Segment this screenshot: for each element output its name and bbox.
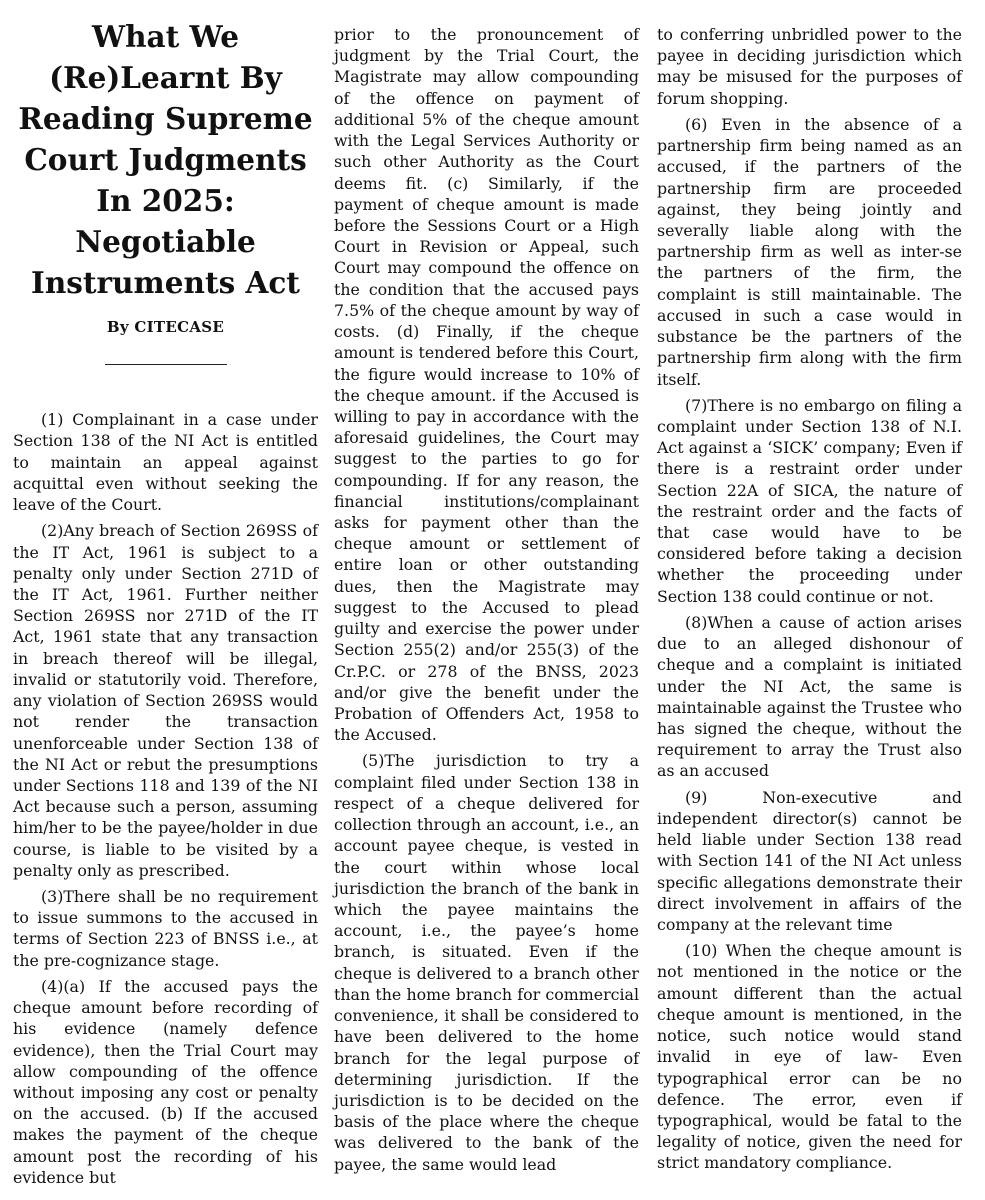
column-3 [657, 24, 962, 1179]
paragraph-8: (8)When a cause of action arises due to an alleged dishonour of cheque and a complaint is initiated under the NI Act, the same is maintainable against the Trustee who has signed the cheque, without the requirement to array the Trust also as an accused [657, 612, 962, 781]
column-1 [13, 10, 318, 1193]
column-2 [334, 24, 639, 1180]
paragraph-3: (3)There shall be no requirement to issue summons to the accused in terms of Section 223 of BNSS i.e., at the pre-cognizance stage. [13, 887, 318, 970]
paragraph-1: (1) Complainant in a case under Section 138 of the NI Act is entitled to maintain an appeal against acquittal even without seeking the leave of the Court. [13, 410, 318, 515]
paragraph-4a: (4)(a) If the accused pays the cheque amount before recording of his evidence (namely defence evidence), then the Trial Court may allow compounding of the offence without imposing any cost or penalty on the accused. (b) If the accused makes the payment of the cheque amount post the recording of his evidence but [13, 976, 318, 1187]
paragraph-7: (7)There is no embargo on filing a complaint under Section 138 of N.I. Act against a ‘SICK’ company; Even if there is a restraint order under Section 22A of SICA, the nature of the restraint order and the facts of that case would have to be considered before taking a decision whether the proceeding under Section 138 could continue or not. [657, 395, 962, 606]
paragraph-2: (2)Any breach of Section 269SS of the IT Act, 1961 is subject to a penalty only under Section 271D of the IT Act, 1961. Further neither Section 269SS nor 271D of the IT Act, 1961 state that any transaction in breach thereof will be illegal, invalid or statutorily void. Therefore, any violation of Section 269SS would not render the transaction unenforceable under Section 138 of the NI Act or rebut the presumptions under Sections 118 and 139 of the NI Act because such a person, assuming him/her to be the payee/holder in due course, is liable to be visited by a penalty only as prescribed. [13, 521, 318, 880]
paragraph-6: (6) Even in the absence of a partnership firm being named as an accused, if the partners of the partnership firm are proceeded against, they being jointly and severally liable along with the partnership firm as well as inter-se the partners of the firm, the complaint is still maintainable. The accused in such a case would in substance be the partners of the partnership firm along with the firm itself. [657, 114, 962, 389]
paragraph-9: (9) Non-executive and independent director(s) cannot be held liable under Section 138 read with Section 141 of the NI Act unless specific allegations demonstrate their direct involvement in affairs of the company at the relevant time [657, 787, 962, 934]
paragraph-10: (10) When the cheque amount is not mentioned in the notice or the amount different than the actual cheque amount is mentioned, in the notice, such notice would stand invalid in eye of law- Even typographical error can be no defence. The error, even if typographical, would be fatal to the legality of notice, given the need for strict mandatory compliance. [657, 941, 962, 1173]
paragraph-5a: (5)The jurisdiction to try a complaint filed under Section 138 in respect of a cheque delivered for collection through an account, i.e., an account payee cheque, is vested in the court within whose local jurisdiction the branch of the bank in which the payee maintains the account, i.e., the payee’s home branch, is situated. Even if the cheque is delivered to a branch other than the home branch for commercial convenience, it shall be considered to have been delivered to the home branch for the legal purpose of determining jurisdiction. If the jurisdiction is to be decided on the basis of the place where the cheque was delivered to the bank of the payee, the same would lead [334, 751, 639, 1174]
paragraph-5b: to conferring unbridled power to the payee in deciding jurisdiction which may be misused for the purposes of forum shopping. [657, 25, 962, 108]
byline: By CITECASE [106, 318, 225, 336]
title-divider [105, 364, 227, 365]
paragraph-4b: prior to the pronouncement of judgment by the Trial Court, the Magistrate may allow compounding of the offence on payment of additional 5% of the cheque amount with the Legal Services Authority or such other Authority as the Court deems fit. (c) Similarly, if the payment of cheque amount is made before the Sessions Court or a High Court in Revision or Appeal, such Court may compound the offence on the condition that the accused pays 7.5% of the cheque amount by way of costs. (d) Finally, if the cheque amount is tendered before this Court, the figure would increase to 10% of the cheque amount. if the Accused is willing to pay in accordance with the aforesaid guidelines, the Court may suggest to the parties to go for compounding. If for any reason, the financial institutions/complainant asks for payment other than the cheque amount or settlement of entire loan or other outstanding dues, then the Magistrate may suggest to the Accused to plead guilty and exercise the power under Section 255(2) and/or 255(3) of the Cr.P.C. or 278 of the BNSS, 2023 and/or give the benefit under the Probation of Offenders Act, 1958 to the Accused. [334, 25, 639, 745]
article-title: What We (Re)Learnt By Reading Supreme Court Judgments In 2025: Negotiable Instruments Act [18, 19, 313, 300]
